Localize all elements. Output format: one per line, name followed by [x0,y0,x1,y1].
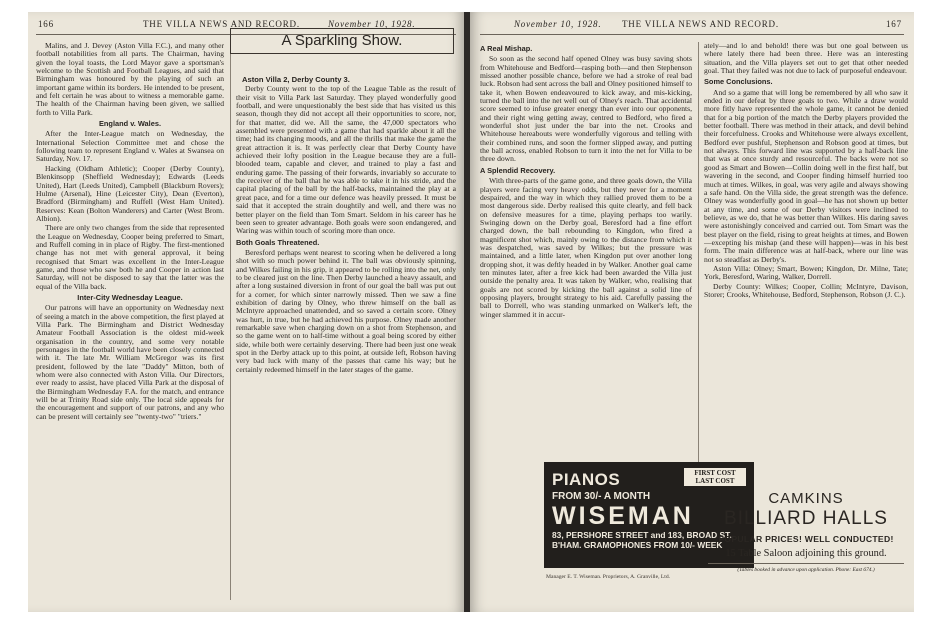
ad-billiards-name: CAMKINS [768,490,844,507]
article-title: A Sparkling Show. [230,28,454,54]
left-page [28,12,464,612]
ad-first-cost: FIRST COST LAST COST [684,468,746,486]
subheading: Inter-City Wednesday League. [77,292,183,302]
running-head-left: THE VILLA NEWS AND RECORD. [143,19,300,29]
header-rule [480,34,904,35]
ad-shop-name: WISEMAN [552,502,694,530]
issue-date-right: November 10, 1928. [514,19,602,29]
paragraph: After the Inter-League match on Wednesday, the International Selection Committee met and chose the following team to represent England v. Wales at Swansea on Saturday, Nov. 17. [36,129,224,164]
paragraph: There are only two changes from the side that represented the League on Wednesday, Cooper being preferred to Smart, and Ruffell coming in in place of Rigby. The first-mentioned change has not met with general approval, it being recognised that Smart was excellent in the Inter-League game, and those who saw both he and Cooper in action last Saturday, will not be disposed to say that the latter was the equal of the Villa back. [36,223,224,291]
column-1 [36,42,224,600]
paragraph: Derby County: Wilkes; Cooper, Collin; McIntyre, Davison, Storer; Crooks, Whitehouse, Bedford, Stephenson, Robson (J. C.). [704,281,908,299]
paragraph: So soon as the second half opened Olney was busy saving shots from Whitehouse and Bedford—rasping both—and then Stephenson missed another possible chance, before we had a stroke of real bad luck. Robson had sent across the ball and Olney positioned himself to take it, when Bowen endeavoured to kick away, and mis-kicking, turned the ball into the net well out of Olney's reach. That accidental score seemed to infuse greater energy than ever into our opponents, and their right wing getting away, centred to Bedford, who fired a wonderful shot just under the bar into the net. Crooks and Whitehouse hereabouts were wonderfully vigorous and telling with their combined runs, and soon the former slipped away, and putting the ball across, enabled Robson to turn it into the net for Villa to be three down. [480,54,692,164]
subheading: Some Conclusions. [704,77,773,87]
paragraph: Our patrons will have an opportunity on Wednesday next of seeing a match in the above competition, the first played at Villa Park. The Birmingham and District Wednesday Amateur Football Association is the oldest mid-week organisation in the country, and some very notable personages in the football world have been closely connected with it. The late Mr. William McGregor was its first president, followed by the late "Daddy" Mitton, both of whom were also connected with Aston Villa. Our Directors, ever ready to assist, have placed Villa Park at the disposal of the Birmingham Wednesday F.A. for the match, and entrance will be at Trinity Road side only. The local side appeals for the encouragement and support of our patrons, and any who can be present will certainly see "twenty-two" "triers." [36,303,224,421]
column-3 [480,42,692,458]
column-divider [698,42,699,478]
column-divider [230,42,231,600]
paragraph: ately—and lo and behold! there was but one goal between us where lately there had been three. Here was an interesting situation, and the Villa players set out to get that other needed goal. That they failed was not due to lack of purposeful endeavour. [704,42,908,76]
subheading: A Real Mishap. [480,44,533,53]
ad-billiards-heading: BILLIARD HALLS [724,508,888,529]
ad-address: 83, PERSHORE STREET and 183, BROAD ST. B'HAM. GRAMOPHONES FROM 10/- WEEK [552,530,732,550]
subheading: Aston Villa 2, Derby County 3. [242,75,350,84]
subheading: England v. Wales. [98,119,161,129]
column-2 [236,74,456,600]
issue-date-left: November 10, 1928. [328,19,416,29]
paragraph: Hacking (Oldham Athletic); Cooper (Derby County), Blenkinsopp (Sheffield Wednesday); Edwards (Leeds United), Hart (Leeds United), Campbell (Blackburn Rovers); Hulme (Arsenal), Hine (Leicester City), Dean (Everton), Bradford (Birmingham) and Ruffell (West Ham United). Reserves: Kean (Bolton Wanderers) and Carter (West Brom. Albion). [36,163,224,223]
ad-billiards-note: (Tables booked in advance upon application. Phone: East 674.) [737,567,875,573]
paragraph: Aston Villa: Olney; Smart, Bowen; Kingdon, Dr. Milne, Tate; York, Beresford, Waring, Walker, Dorrell. [704,263,908,282]
subheading: Both Goals Threatened. [236,237,320,247]
ad-footer: Manager E. T. Wiseman. Proprietors, A. Granville, Ltd. [546,574,671,580]
page-number-right: 167 [886,19,902,29]
paragraph: Derby County went to the top of the League Table as the result of their visit to Villa Park last Saturday. They played wonderfully good football, and were unquestionably the best side that has visited us this season, though they did not accept all their opportunities to score, nor, for that matter, did we. All the same, the 47,000 spectators who assembled were presented with a game that had sparkle about it all the time; had its changing moods, and all the thrills that make the game the great attraction it is. It was perfectly clear that Derby County have achieved their lofty position in the League because they are a full-blooded team, capable and clever, and trained to play a fast and enduring game. The passing of their forwards, invariably so accurate to the receiver of the ball that he was able to take it in his stride, and the capital placing of the ball by the half-backs, maintained the play at a great pace, and for a time our defence was heavily pressed. It must be said that it accepted the strain doughtily and well, and there was no better player on the field than Tom Smart. Seldom in his career has he been seen to greater advantage. Both goals were soon endangered, and Waring was within touch of scoring more than once. [236,84,456,236]
billiards-advert [704,488,908,596]
paragraph: And so a game that will long be remembered by all who saw it ended in our defeat by three goals to two. While a draw would more fitly have represented the whole game, it cannot be denied that for a big portion of the match the Derby players provided the better football. There was method in their attack, and devil behind their forcefulness. Crooks and Whitehouse were always excellent, Bedford ever pushful, Stephenson and Robson good at times, but not always. This forward line was supported by a half-back line that was at once sturdy and resourceful. The backs were not so good as Smart and Bowen—Collin doing well in the first half, but wavering in the second, and Cooper finding himself hurried too much at times. Wilkes, in goal, was very agile and always showing a safe hand. On the Villa side, the great strength was the defence. Olney was wonderfully good in goal—he has not shown up better at any time, and some of our Derby visitors were inclined to believe, as we do, that he was better than Wilkes. His daring saves were astonishingly conceived and carried out. Tom Smart was the best player on the field, rising to great heights at times, and Bowen—excepting his mishap (and these will happen)—was in his best form. The main difference was at half-back, where our line was not so steadfast as Derby's. [704,87,908,264]
paragraph: Beresford perhaps went nearest to scoring when he delivered a long shot with so much power behind it. The ball was obviously spinning, and Wilkes failing in his grip, it appeared to be rolling into the net, only to be cleared just on the line. Then Derby launched a heavy assault, and after a long sustained diversion in front of our goal the ball was put out for a corner, for which sinter narrowly missed. Then we saw a fine exhibition of daring by Olney, who threw himself on the ball as McIntyre approached unattended, and so saved a certain score. Olney was hurt, in true, but he had achieved his purpose. Olney made another remarkable save when charging down on a shot from Stephenson, and so the game went on to half-time without a goal being scored by either side, while both were certainly deserving. There had been just one weak spot in the Derby attack up to this point, at outside left, Robson having very bad luck with many of the passes that came his way; but he certainly redeemed himself in the later stages of the game. [236,247,456,374]
ad-price-line: FROM 30/- A MONTH [552,491,651,502]
ad-billiards-detail: 15 Table Saloon adjoining this ground. [725,548,887,559]
paragraph: Malins, and J. Devey (Aston Villa F.C.), and many other football notabilities from all parts. The Chairman, having given the loyal toasts, the Lord Mayor gave a sportsman's welcome to the Scottish and Football Leagues, and said that Birmingham was honoured by the playing of such an important game within its borders. He intended to be present, and felt certain he was about to witness a memorable game. The health of the Chairman having been given, we sallied forth to Villa Park. [36,42,224,117]
subheading: A Splendid Recovery. [480,165,556,175]
paragraph: With three-parts of the game gone, and three goals down, the Villa players were facing very heavy odds, but they never for a moment despaired, and the way in which they rallied proved them to be a most dangerous side. Derby realised this quite clearly, and fell back on defensive measures for a time, playing perhaps too warily. Swinging down on the Derby goal, Beresford had a fine effort charged down, the ball rebounding to Kingdon, who fired a magnificent shot which, mainly owing to the distance from which it was despatched, was saved by Wilkes; but the pressure was maintained, and a little later, when Kingdon put over another long dropping shot, it was deftly headed in by Walker. Another goal came ten minutes later, after a free kick had been awarded the Villa just outside the penalty area. It was taken by Walker, who, realising that goals are not scored by kicking the ball against a solid line of opposing players, brought strategy to his aid. Carefully passing the ball to Dorrell, who was standing unmarked on Walker's left, the winger slammed it in accur- [480,176,692,319]
page-number-left: 166 [38,19,54,29]
ad-pianos-heading: PIANOS [552,470,621,489]
ad-billiards-slogan: POPULAR PRICES! WELL CONDUCTED! [718,534,894,544]
running-head-right: THE VILLA NEWS AND RECORD. [622,19,779,29]
column-4 [704,42,908,490]
ad-billiards-rule [708,563,904,564]
